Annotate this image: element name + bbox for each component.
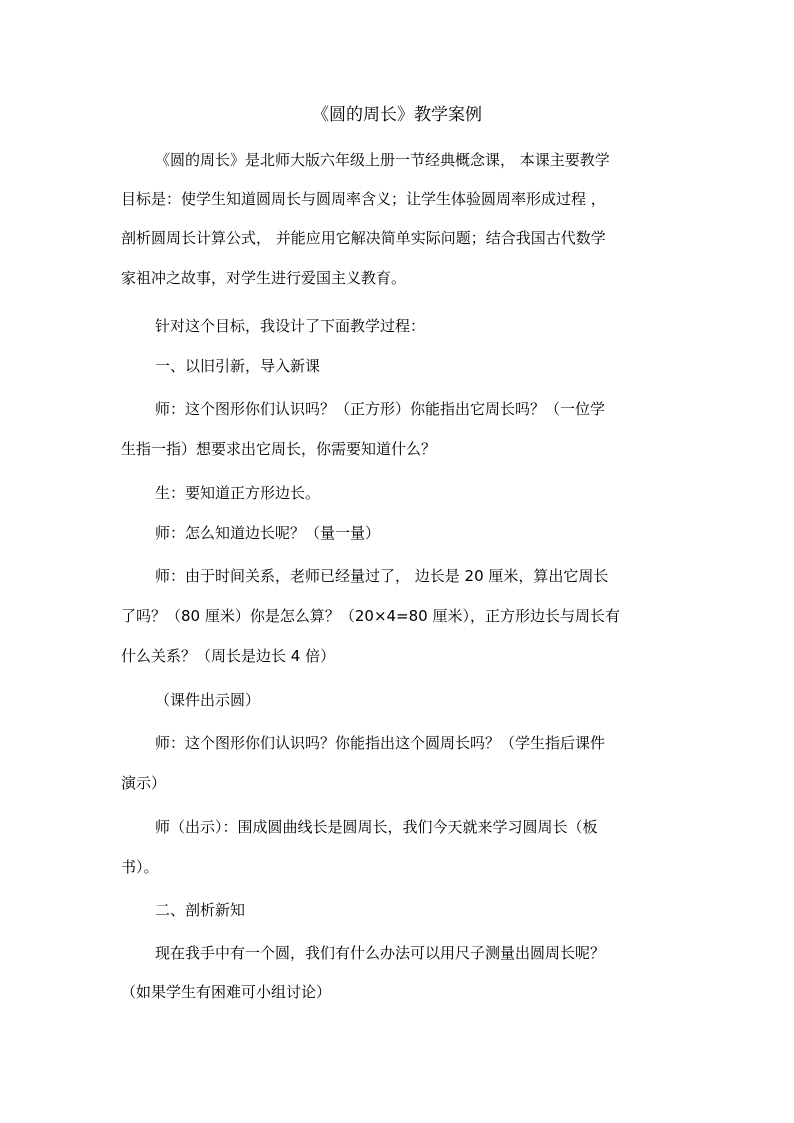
paragraph-12-line-2: （如果学生有困难可小组讨论）	[121, 983, 332, 1001]
paragraph-7-line-3: 什么关系？（周长是边长 4 倍）	[121, 647, 336, 665]
paragraph-1-line-3: 剖析圆周长计算公式， 并能应用它解决简单实际问题；结合我国古代数学	[121, 229, 606, 247]
paragraph-9-line-1: 师：这个图形你们认识吗？你能指出这个圆周长吗？（学生指后课件	[155, 734, 606, 752]
paragraph-4-line-1: 师：这个图形你们认识吗？（正方形）你能指出它周长吗？（一位学	[155, 400, 606, 418]
paragraph-7-line-2: 了吗？（80 厘米）你是怎么算？（20×4=80 厘米），正方形边长与周长有	[121, 607, 620, 625]
section-heading-1: 一、以旧引新，导入新课	[155, 357, 321, 375]
paragraph-10-line-2: 书）。	[121, 858, 159, 876]
section-heading-2: 二、剖析新知	[155, 901, 246, 919]
paragraph-6-line-1: 师：怎么知道边长呢？（量一量）	[155, 524, 381, 542]
paragraph-12-line-1: 现在我手中有一个圆，我们有什么办法可以用尺子测量出圆周长呢？	[155, 944, 606, 962]
paragraph-1-line-2: 目标是：使学生知道圆周长与圆周率含义；让学生体验圆周率形成过程 ，	[121, 190, 606, 208]
paragraph-5-line-1: 生：要知道正方形边长。	[155, 484, 321, 502]
paragraph-8-line-1: （课件出示圆）	[155, 691, 261, 709]
paragraph-1-line-4: 家祖冲之故事，对学生进行爱国主义教育。	[121, 269, 407, 287]
paragraph-2-line-1: 针对这个目标，我设计了下面教学过程：	[155, 317, 426, 335]
paragraph-10-line-1: 师（出示）：围成圆曲线长是圆周长，我们今天就来学习圆周长（板	[155, 818, 598, 836]
paragraph-7-line-1: 师：由于时间关系，老师已经量过了， 边长是 20 厘米，算出它周长	[155, 567, 609, 585]
paragraph-9-line-2: 演示）	[121, 774, 167, 792]
document-title: 《圆的周长》教学案例	[312, 105, 482, 125]
paragraph-4-line-2: 生指一指）想要求出它周长，你需要知道什么？	[121, 440, 437, 458]
paragraph-1-line-1: 《圆的周长》是北师大版六年级上册一节经典概念课， 本课主要教学	[155, 151, 610, 169]
